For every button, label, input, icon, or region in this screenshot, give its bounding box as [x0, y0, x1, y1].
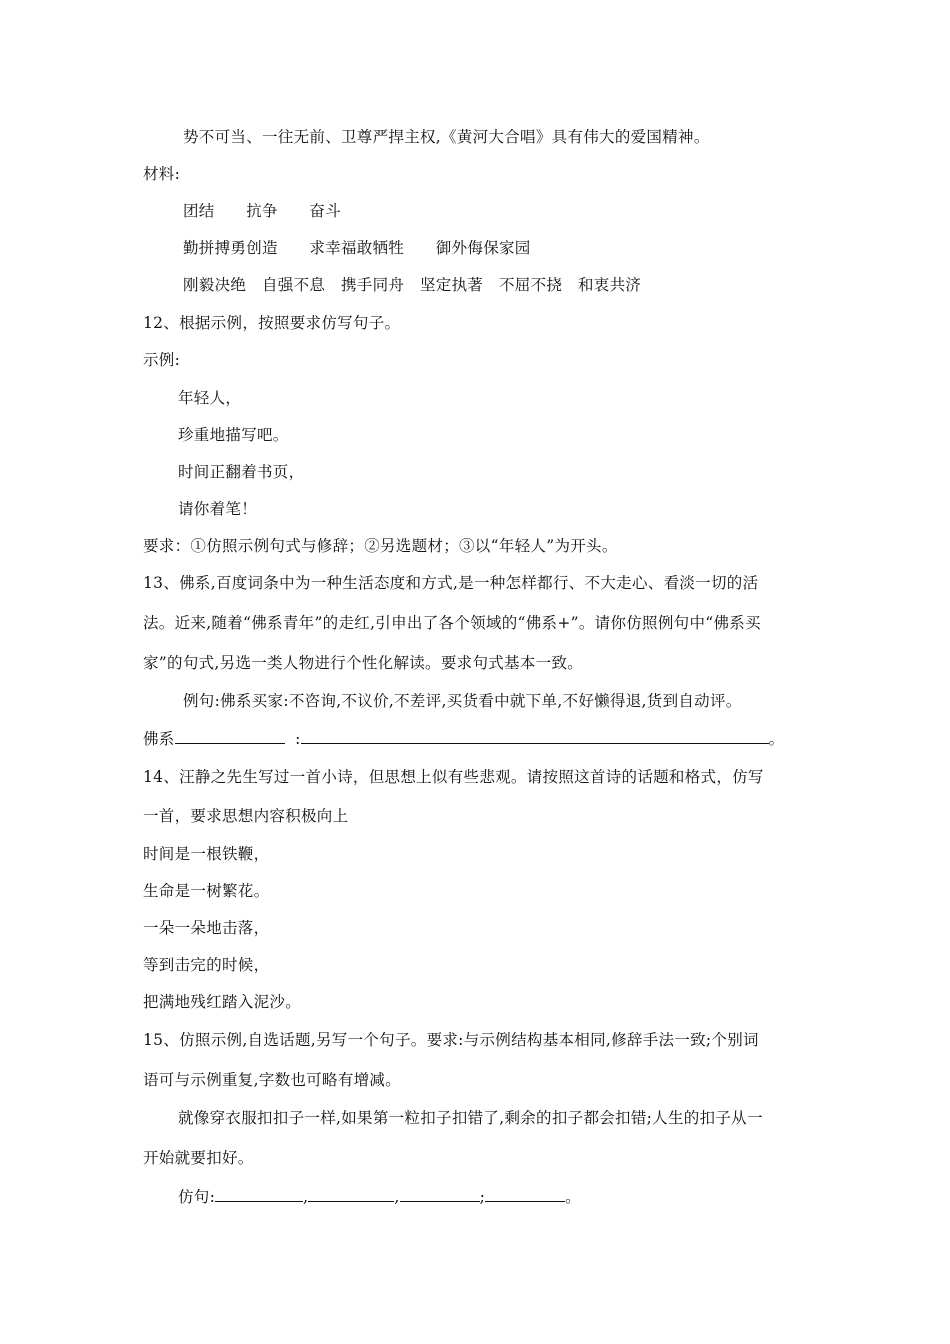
question-13-line-1: 13、佛系,百度词条中为一种生活态度和方式,是一种怎样都行、不大走心、看淡一切的活: [143, 574, 759, 592]
example-poem-line-3: 时间正翻着书页，: [178, 463, 305, 481]
poem-line-4: 等到击完的时候，: [143, 956, 270, 974]
material-line-3: 刚毅决绝 自强不息 携手同舟 坚定执著 不屈不挠 和衷共济: [183, 276, 642, 294]
example-15-line-1: 就像穿衣服扣扣子一样,如果第一粒扣子扣错了,剩余的扣子都会扣错;人生的扣子从一: [178, 1109, 763, 1127]
example-poem-line-2: 珍重地描写吧。: [178, 426, 289, 444]
example-15-line-2: 开始就要扣好。: [143, 1149, 254, 1167]
requirement-12: 要求：①仿照示例句式与修辞；②另选题材；③以“年轻人”为开头。: [143, 537, 618, 555]
poem-line-5: 把满地残红踏入泥沙。: [143, 993, 302, 1011]
question-13-line-2: 法。近来,随着“佛系青年”的走红,引申出了各个领域的“佛系+”。请你仿照例句中“佛系买: [143, 614, 761, 632]
answer-15-blank-1[interactable]: [215, 1187, 303, 1202]
example-poem-line-1: 年轻人，: [178, 389, 242, 407]
answer-line-15: [178, 1187, 581, 1207]
example-13: 例句:佛系买家:不咨询,不议价,不差评,买货看中就下单,不好懒得退,货到自动评。: [183, 692, 742, 710]
answer-line-13: [143, 729, 784, 749]
answer-15-sep-1: ,: [303, 1188, 309, 1206]
answer-13-colon: :: [295, 730, 301, 748]
answer-15-prefix: 仿句:: [178, 1188, 216, 1206]
answer-13-blank-2[interactable]: [301, 729, 769, 744]
material-label: 材料:: [143, 165, 181, 183]
question-13-line-3: 家”的句式,另选一类人物进行个性化解读。要求句式基本一致。: [143, 654, 584, 672]
poem-line-1: 时间是一根铁鞭，: [143, 845, 270, 863]
answer-15-blank-2[interactable]: [308, 1187, 394, 1202]
answer-13-end: 。: [768, 730, 785, 748]
answer-15-blank-4[interactable]: [485, 1187, 565, 1202]
poem-line-2: 生命是一树繁花。: [143, 882, 270, 900]
poem-line-3: 一朵一朵地击落，: [143, 919, 270, 937]
answer-15-sep-3: ;: [479, 1188, 486, 1206]
answer-15-blank-3[interactable]: [400, 1187, 480, 1202]
question-15-line-1: 15、仿照示例,自选话题,另写一个句子。要求:与示例结构基本相同,修辞手法一致;个别词: [143, 1031, 759, 1049]
question-14-line-1: 14、汪静之先生写过一首小诗，但思想上似有些悲观。请按照这首诗的话题和格式，仿写: [143, 768, 764, 786]
material-line-1: 团结 抗争 奋斗: [183, 202, 342, 220]
answer-13-blank-1[interactable]: [175, 729, 285, 744]
question-15-line-2: 语可与示例重复,字数也可略有增减。: [143, 1071, 402, 1089]
answer-15-sep-2: ,: [394, 1188, 400, 1206]
example-label-12: 示例:: [143, 351, 181, 369]
answer-13-prefix: 佛系: [143, 730, 175, 748]
question-12: 12、根据示例，按照要求仿写句子。: [143, 314, 401, 332]
question-14-line-2: 一首，要求思想内容积极向上: [143, 807, 349, 825]
material-intro-line: 势不可当、一往无前、卫尊严捍主权,《黄河大合唱》具有伟大的爱国精神。: [183, 128, 710, 146]
answer-15-end: 。: [565, 1188, 581, 1206]
example-poem-line-4: 请你着笔！: [178, 500, 258, 518]
material-line-2: 勤拼搏勇创造 求幸福敢牺牲 御外侮保家园: [183, 239, 531, 257]
